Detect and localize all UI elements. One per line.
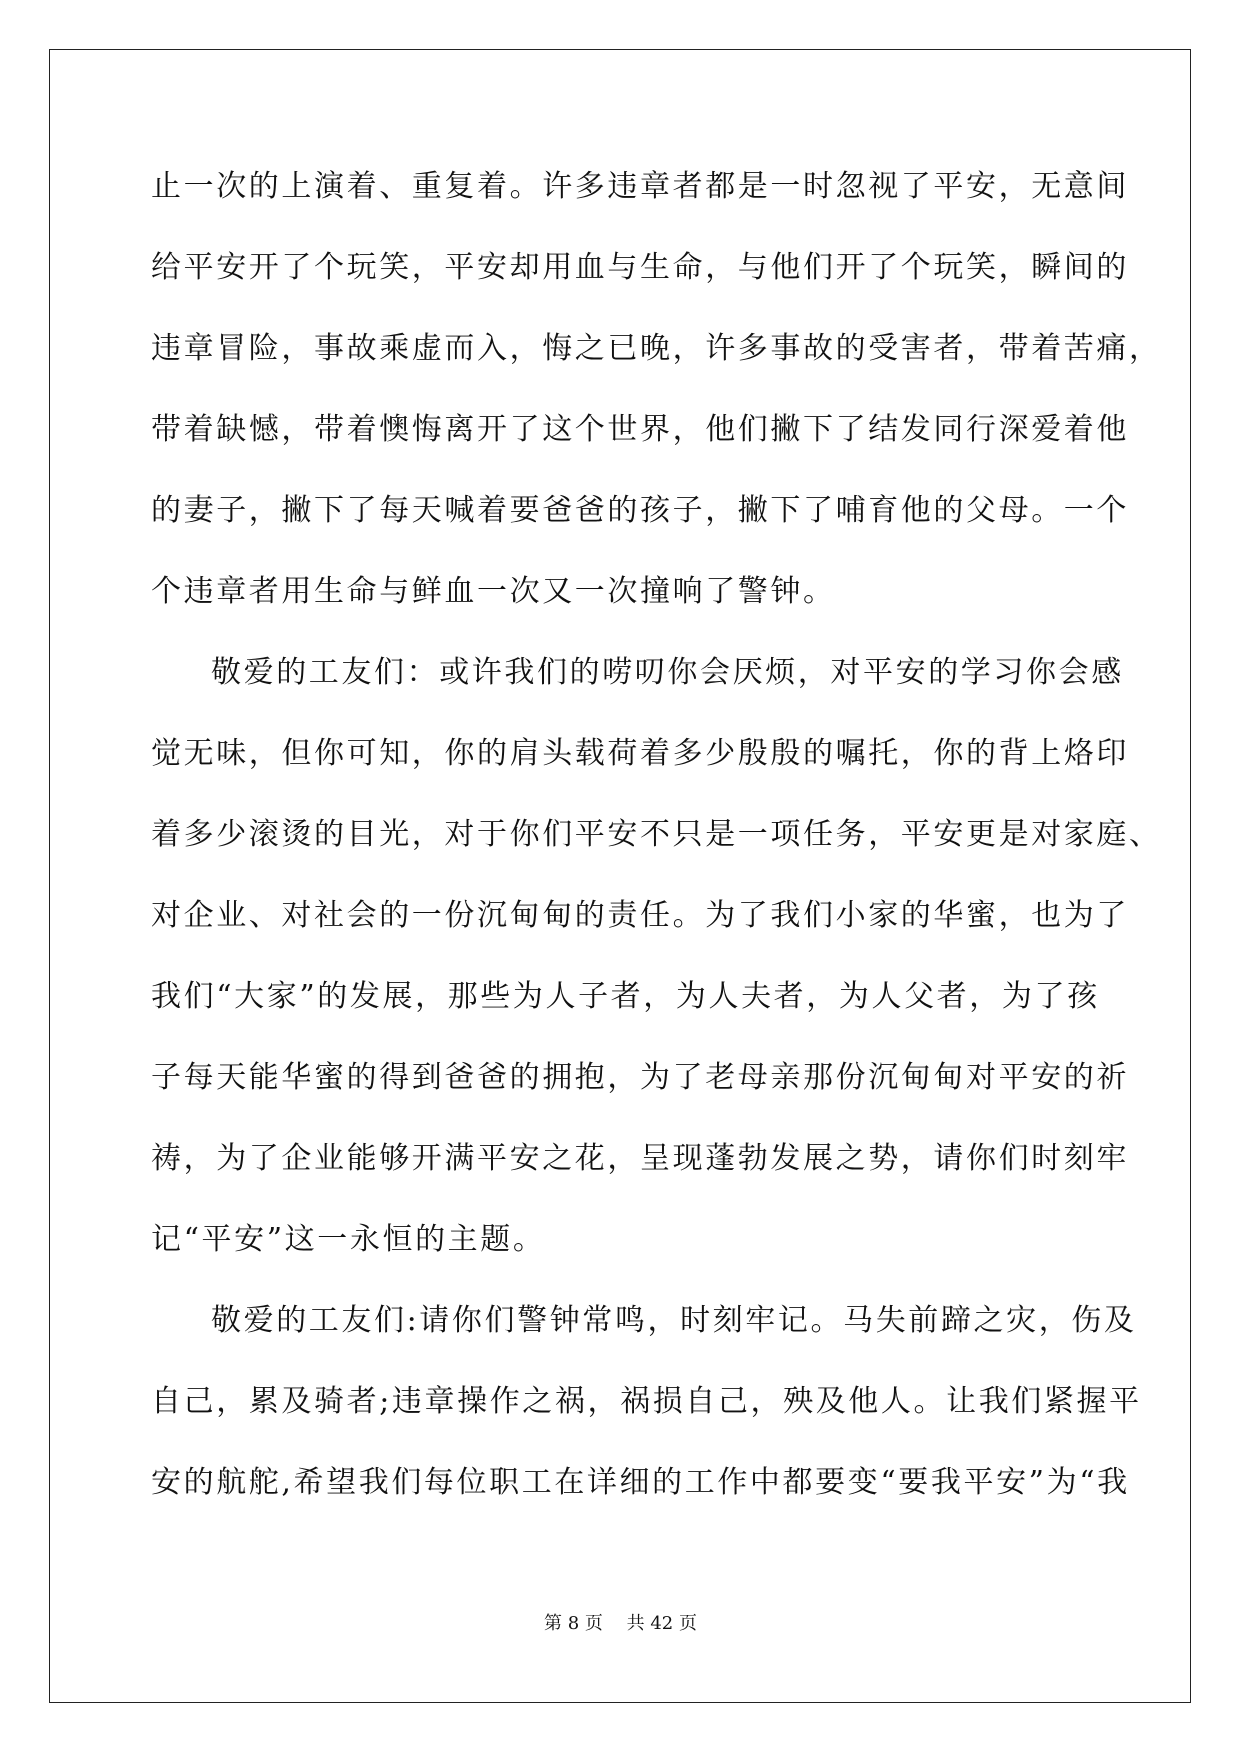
paragraph-first-line: 敬爱的工友们：或许我们的唠叨你会厌烦，对平安的学习你会感: [211, 655, 1124, 690]
paragraph-first-line: 敬爱的工友们:请你们警钟常鸣，时刻牢记。马失前蹄之灾，伤及: [211, 1303, 1137, 1338]
body-text-line: 子每天能华蜜的得到爸爸的拥抱，为了老母亲那份沉甸甸对平安的祈: [151, 1060, 1129, 1095]
body-text-line: 违章冒险，事故乘虚而入，悔之已晚，许多事故的受害者，带着苦痛，: [151, 331, 1162, 366]
body-text-line: 自己，累及骑者;违章操作之祸，祸损自己，殃及他人。让我们紧握平: [151, 1384, 1142, 1419]
body-text-line: 止一次的上演着、重复着。许多违章者都是一时忽视了平安，无意间: [151, 169, 1129, 204]
body-text-line: 着多少滚烫的目光，对于你们平安不只是一项任务，平安更是对家庭、: [151, 817, 1162, 852]
page-number-footer: 第 8 页 共 42 页: [544, 1613, 697, 1634]
body-text-line: 带着缺憾，带着懊悔离开了这个世界，他们撇下了结发同行深爱着他: [151, 412, 1129, 447]
body-text-line: 安的航舵,希望我们每位职工在详细的工作中都要变“要我平安”为“我: [151, 1465, 1130, 1500]
body-text-line: 我们“大家”的发展，那些为人子者，为人夫者，为人父者，为了孩: [151, 979, 1100, 1014]
body-text-line: 记“平安”这一永恒的主题。: [151, 1222, 546, 1257]
body-text-line: 对企业、对社会的一份沉甸甸的责任。为了我们小家的华蜜，也为了: [151, 898, 1129, 933]
body-text-line: 个违章者用生命与鲜血一次又一次撞响了警钟。: [151, 574, 836, 609]
page-border: [49, 49, 1191, 1703]
body-text-line: 给平安开了个玩笑，平安却用血与生命，与他们开了个玩笑，瞬间的: [151, 250, 1129, 285]
body-text-line: 的妻子，撇下了每天喊着要爸爸的孩子，撇下了哺育他的父母。一个: [151, 493, 1129, 528]
body-text-line: 祷，为了企业能够开满平安之花，呈现蓬勃发展之势，请你们时刻牢: [151, 1141, 1129, 1176]
body-text-line: 觉无味，但你可知，你的肩头载荷着多少殷殷的嘱托，你的背上烙印: [151, 736, 1129, 771]
